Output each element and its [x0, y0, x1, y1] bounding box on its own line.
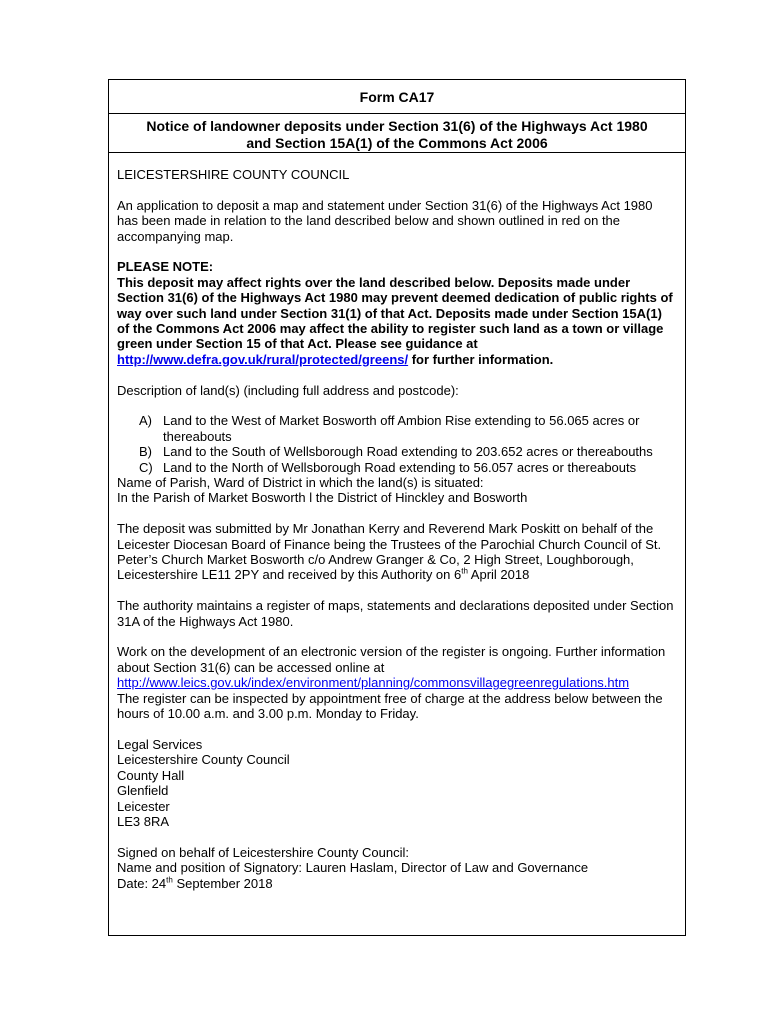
inspection-text: The register can be inspected by appointment free of charge at the address below between the hours of 10.00 a.m. and 3.00 p.m. Monday to Friday. — [117, 690, 663, 722]
notice-title-line1: Notice of landowner deposits under Section 31(6) of the Highways Act 1980 — [146, 118, 648, 134]
please-note-text — [117, 275, 677, 367]
land-item-label: A) — [139, 413, 152, 429]
land-item-label: C) — [139, 459, 153, 475]
land-item-text: Land to the North of Wellsborough Road extending to 56.057 acres or thereabouts — [163, 459, 637, 475]
electronic-text: Work on the development of an electronic version of the register is ongoing. Further information about Section 31(6) can be accessed online at — [117, 644, 666, 675]
date-line — [117, 876, 677, 891]
address-line: Glenfield — [117, 783, 169, 799]
land-item-text: Land to the West of Market Bosworth off Ambion Rise extending to 56.065 acres or thereabouts — [163, 413, 640, 444]
land-item — [117, 413, 677, 444]
council-heading: LEICESTERSHIRE COUNTY COUNCIL — [117, 167, 350, 182]
land-item — [117, 460, 677, 475]
parish-label: Name of Parish, Ward of District in which the land(s) is situated: — [117, 475, 484, 491]
form-table — [108, 79, 686, 936]
defra-link[interactable]: http://www.defra.gov.uk/rural/protected/greens/ — [117, 351, 409, 367]
please-note-body: This deposit may affect rights over the land described below. Deposits made under Section 31(6) of the Highways Act 1980 may prevent deemed dedication of public rights of way over such land under Section 31(1) of that Act. Deposits made under Section 15A(1) of the Commons Act 2006 may affect the ability to register such land as a town or village green under Section 15 of that Act. Please see guidance at — [117, 274, 673, 352]
please-note-suffix: for further information. — [408, 351, 554, 367]
deposit-text — [117, 521, 677, 583]
notice-title — [109, 114, 685, 153]
land-item-label: B) — [139, 444, 152, 460]
notice-title-line2: and Section 15A(1) of the Commons Act 2006 — [246, 135, 548, 151]
land-description-label: Description of land(s) (including full address and postcode): — [117, 382, 459, 398]
parish-value: In the Parish of Market Bosworth l the District of Hinckley and Bosworth — [117, 490, 528, 506]
address-line: Leicestershire County Council — [117, 752, 290, 768]
address-line: LE3 8RA — [117, 813, 170, 829]
date-sup: th — [166, 875, 173, 885]
date-suffix: September 2018 — [172, 875, 273, 891]
land-item — [117, 444, 677, 459]
address-line: Legal Services — [117, 736, 203, 752]
please-note-heading: PLEASE NOTE: — [117, 259, 214, 275]
form-number: Form CA17 — [109, 80, 685, 114]
deposit-date-sup: th — [461, 567, 468, 577]
address-block — [117, 737, 677, 829]
form-body — [109, 153, 685, 891]
register-text: The authority maintains a register of maps, statements and declarations deposited under Section 31A of the Highways Act 1980. — [117, 598, 674, 629]
address-line: Leicester — [117, 798, 170, 814]
leics-link[interactable]: http://www.leics.gov.uk/index/environment/planning/commonsvillagegreenregulations.htm — [117, 675, 630, 691]
intro-text: An application to deposit a map and statement under Section 31(6) of the Highways Act 1980 has been made in relation to the land described below and shown outlined in red on the accompanying map. — [117, 197, 653, 244]
address-line: County Hall — [117, 767, 185, 783]
land-item-text: Land to the South of Wellsborough Road extending to 203.652 acres or thereabouths — [163, 444, 653, 460]
signed-line: Signed on behalf of Leicestershire County Council: — [117, 844, 409, 860]
date-prefix: Date: 24 — [117, 875, 167, 891]
signatory-line: Name and position of Signatory: Lauren Haslam, Director of Law and Governance — [117, 860, 589, 876]
deposit-body: The deposit was submitted by Mr Jonathan Kerry and Reverend Mark Poskitt on behalf of the Leicester Diocesan Board of Finance being the Trustees of the Parochial Church Council of St. Peter’s Church Market Bosworth c/o Andrew Granger & Co, 2 High Street, Loughborough, Leicestershire LE11 2PY and received by this Authority on 6 — [117, 521, 662, 583]
deposit-date-suffix: April 2018 — [467, 567, 530, 583]
